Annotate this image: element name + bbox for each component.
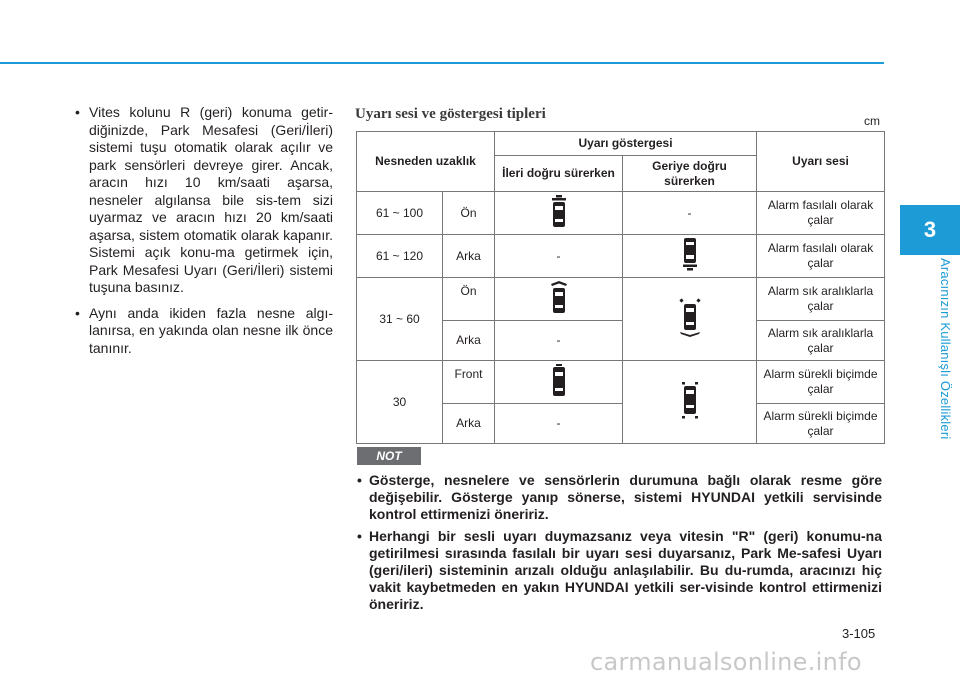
sound-cell: Alarm sürekli biçimde çalar [757,361,885,404]
chapter-title: Aracınızın Kullanışlı Özellikleri [938,258,953,440]
car-front-very-close-icon [549,363,569,397]
distance-cell: 31 ~ 60 [357,278,443,361]
backward-cell: - [623,192,757,235]
side-cell: Ön [443,278,495,321]
distance-cell: 30 [357,361,443,444]
table-row [357,192,885,235]
car-front-warning-icon [550,194,568,228]
table-row [357,361,885,404]
forward-cell [495,278,623,321]
note-badge: NOT [357,447,421,465]
side-cell: Ön [443,192,495,235]
distance-cell: 61 ~ 120 [357,235,443,278]
chapter-number-tab[interactable]: 3 [900,205,960,255]
header-sound: Uyarı sesi [757,132,885,192]
car-rear-warning-icon [681,237,699,271]
sound-cell: Alarm sık aralıklarla çalar [757,278,885,321]
watermark[interactable]: carmanualsonline.info [590,648,862,676]
forward-cell [495,192,623,235]
distance-cell: 61 ~ 100 [357,192,443,235]
table-row [357,278,885,321]
sound-cell: Alarm sık aralıklarla çalar [757,321,885,361]
intro-bullet-1: • Vites kolunu R (geri) konuma getir-diğinizde, Park Mesafesi (Geri/İleri) sistemi tuşu otomatik olarak açılır ve park sensörleri devreye girer. Ancak, aracın hızı 10 km/saati aşarsa, nesneler algılansa bile sis-tem sizi uyarmaz ve aracın hızı 20 km/saati aşarsa, sistem otomatik olarak kapanır. Sistemi açık konu-ma getirmek için, Park Mesafesi Uyarı (Geri/İleri) sistemi tuşuna basınız. [75,104,333,297]
header-distance: Nesneden uzaklık [357,132,495,192]
car-front-close-icon [548,280,570,314]
header-indicator: Uyarı göstergesi [495,132,757,156]
backward-cell [623,361,757,444]
car-all-sides-warning-icon [677,297,703,337]
intro-column [75,104,333,365]
car-rear-very-close-icon [679,380,701,420]
side-cell: Arka [443,235,495,278]
intro-bullet-2: • Aynı anda ikiden fazla nesne algı-lanırsa, en yakında olan nesne ilk önce tanınır. [75,305,333,358]
table-row [357,235,885,278]
side-cell: Arka [443,404,495,444]
forward-cell: - [495,321,623,361]
side-cell: Arka [443,321,495,361]
unit-label: cm [864,114,880,128]
forward-cell: - [495,404,623,444]
side-cell: Front [443,361,495,404]
header-forward: İleri doğru sürerken [495,156,623,192]
sound-cell: Alarm fasılalı olarak çalar [757,192,885,235]
notes-section [355,472,882,618]
forward-cell [495,361,623,404]
note-bullet-1: • Gösterge, nesnelere ve sensörlerin durumuna bağlı olarak resme göre değişebilir. Gösterge yanıp sönerse, sistemi HYUNDAI yetkili servisinde kontrol ettirmenizi öneririz. [355,472,882,523]
forward-cell: - [495,235,623,278]
warning-table [356,131,885,444]
header-backward: Geriye doğru sürerken [623,156,757,192]
sound-cell: Alarm fasılalı olarak çalar [757,235,885,278]
header-rule [0,62,884,64]
sound-cell: Alarm sürekli biçimde çalar [757,404,885,444]
backward-cell [623,278,757,361]
backward-cell [623,235,757,278]
page-number: 3-105 [842,626,876,641]
section-title: Uyarı sesi ve göstergesi tipleri [355,106,546,122]
note-bullet-2: • Herhangi bir sesli uyarı duymazsanız veya vitesin "R" (geri) konumu-na getirilmesi sırasında fasılalı bir uyarı sesi duyarsanız, Park Me-safesi Uyarı (geri/ileri) sisteminin arızalı olduğu anlaşılabilir. Bu du-rumda, aracınızı hiç vakit kaybetmeden en yakın HYUNDAI yetkili ser-visinde kontrol ettirmenizi öneririz. [355,528,882,613]
